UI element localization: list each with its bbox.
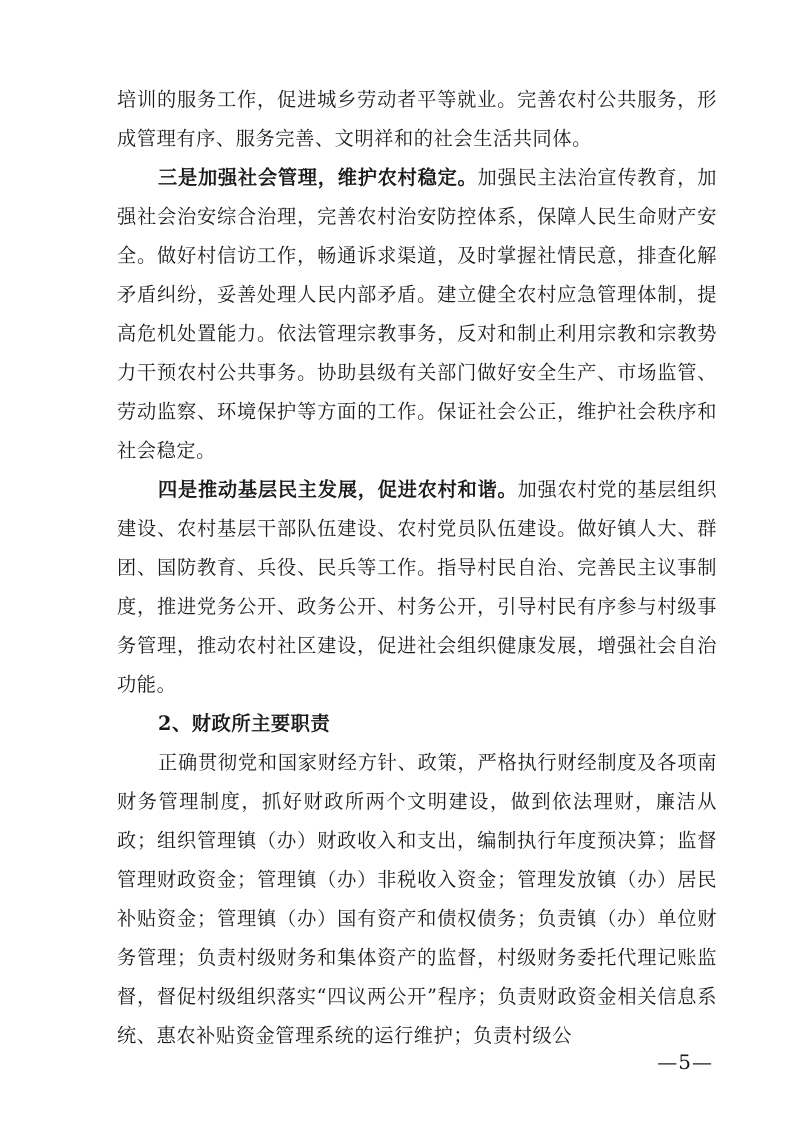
paragraph-text: 加强农村党的基层组织建设、农村基层干部队伍建设、农村党员队伍建设。做好镇人大、群团、国防教育、兵役、民兵等工作。指导村民自治、完善民主议事制度，推进党务公开、政务公开、村务公开，引导村民有序参与村级事务管理，推动农村社区建设，促进社会组织健康发展，增强社会自治功能。 [117, 478, 717, 696]
paragraph-grassroots-democracy [117, 470, 717, 704]
paragraph-lead-bold: 三是加强社会管理，维护农村稳定。 [158, 166, 478, 189]
paragraph-text: 培训的服务工作，促进城乡劳动者平等就业。完善农村公共服务，形成管理有序、服务完善、文明祥和的社会生活共同体。 [117, 88, 717, 150]
page-number: —5— [657, 1050, 713, 1074]
paragraph-finance-duties [117, 743, 717, 1055]
section-heading: 2、财政所主要职责 [158, 712, 331, 735]
document-body [117, 80, 717, 1055]
paragraph-social-management [117, 158, 717, 470]
paragraph-text: 正确贯彻党和国家财经方针、政策，严格执行财经制度及各项南财务管理制度，抓好财政所两个文明建设，做到依法理财，廉洁从政；组织管理镇（办）财政收入和支出，编制执行年度预决算；监督管理财政资金；管理镇（办）非税收入资金；管理发放镇（办）居民补贴资金；管理镇（办）国有资产和债权债务；负责镇（办）单位财务管理；负责村级财务和集体资产的监督，村级财务委托代理记账监督，督促村级组织落实“四议两公开”程序；负责财政资金相关信息系统、惠农补贴资金管理系统的运行维护；负责村级公 [117, 751, 717, 1047]
paragraph-text: 加强民主法治宣传教育，加强社会治安综合治理，完善农村治安防控体系，保障人民生命财产安全。做好村信访工作，畅通诉求渠道，及时掌握社情民意，排查化解矛盾纠纷，妥善处理人民内部矛盾。建立健全农村应急管理体制，提高危机处置能力。依法管理宗教事务，反对和制止利用宗教和宗教势力干预农村公共事务。协助县级有关部门做好安全生产、市场监管、劳动监察、环境保护等方面的工作。保证社会公正，维护社会秩序和社会稳定。 [117, 166, 717, 462]
paragraph-lead-bold: 四是推动基层民主发展，促进农村和谐。 [158, 478, 518, 501]
paragraph-continuation [117, 80, 717, 158]
